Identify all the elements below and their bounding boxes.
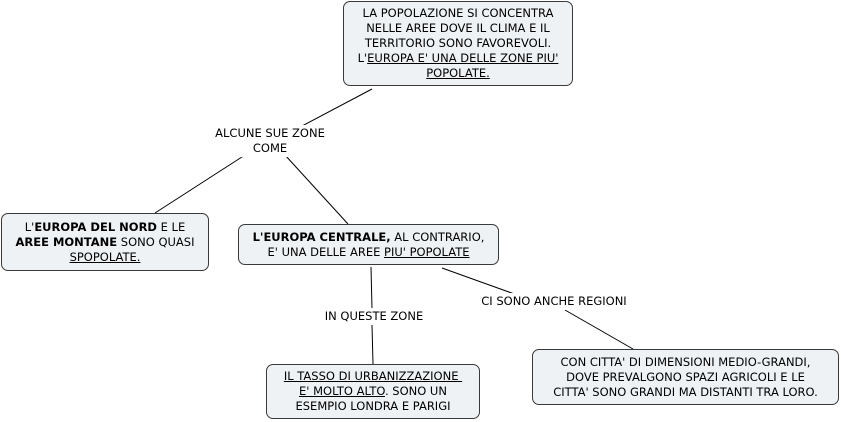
line-queste-to-urbanizzazione xyxy=(372,325,373,364)
urbanizzazione-line-2 xyxy=(299,384,447,399)
link-regioni-text: CI SONO ANCHE REGIONI xyxy=(481,294,627,308)
line-alcune-to-nord xyxy=(155,155,245,213)
centrale-line-1-suffix: AL CONTRARIO, xyxy=(390,229,485,244)
link-label-queste xyxy=(312,308,436,325)
citta-node[interactable] xyxy=(532,349,839,405)
root-line-3: TERRITORIO SONO FAVOREVOLI. xyxy=(364,36,552,50)
nord-line-3: SPOPOLATE. xyxy=(69,249,141,264)
nord-line-2-suffix: SONO QUASI xyxy=(117,234,195,249)
root-line-5: POPOLATE. xyxy=(426,66,490,80)
root-line-4-prefix: L' xyxy=(357,51,368,65)
centrale-line-2-prefix: E' UNA DELLE AREE xyxy=(267,244,385,259)
link-alcune-line-1: ALCUNE SUE ZONE xyxy=(215,126,325,140)
citta-line-1: CON CITTA' DI DIMENSIONI MEDIO-GRANDI, xyxy=(560,354,811,369)
root-line-4 xyxy=(358,51,559,66)
nord-line-1-bold: EUROPA DEL NORD xyxy=(34,219,157,234)
urbanizzazione-line-3: ESEMPIO LONDRA E PARIGI xyxy=(295,399,451,413)
root-line-4-underlined: EUROPA E' UNA DELLE ZONE PIU' xyxy=(367,51,559,65)
nord-line-2 xyxy=(15,235,194,250)
link-queste-text: IN QUESTE ZONE xyxy=(324,309,424,323)
root-node[interactable] xyxy=(343,1,573,86)
link-label-alcune xyxy=(208,125,332,157)
urbanizzazione-line-2-underlined: E' MOLTO ALTO xyxy=(299,384,385,398)
root-line-2: NELLE AREE DOVE IL CLIMA E IL xyxy=(366,21,550,35)
line-regioni-to-citta xyxy=(565,310,633,349)
nord-line-1 xyxy=(25,220,185,235)
urbanizzazione-node[interactable] xyxy=(266,364,480,419)
centrale-node[interactable] xyxy=(238,224,499,265)
link-label-regioni xyxy=(466,293,642,310)
root-line-1: LA POPOLAZIONE SI CONCENTRA xyxy=(362,6,554,20)
link-alcune-line-2: COME xyxy=(252,141,288,155)
citta-line-2: DOVE PREVALGONO SPAZI AGRICOLI E LE xyxy=(566,369,805,384)
centrale-line-1-bold: L'EUROPA CENTRALE, xyxy=(252,229,391,244)
nord-line-1-suffix: E LE xyxy=(156,219,186,234)
centrale-line-1 xyxy=(253,230,485,245)
centrale-line-2-underlined: PIU' POPOLATE xyxy=(384,244,470,259)
nord-node[interactable] xyxy=(1,213,209,271)
urbanizzazione-line-2-suffix: . SONO UN xyxy=(384,384,447,398)
line-centrale-to-regioni xyxy=(442,268,520,296)
line-alcune-to-centrale xyxy=(285,155,348,224)
nord-line-2-bold: AREE MONTANE xyxy=(15,234,118,249)
centrale-line-2 xyxy=(267,245,469,260)
urbanizzazione-line-1: IL TASSO DI URBANIZZAZIONE xyxy=(283,369,463,383)
nord-line-1-prefix: L' xyxy=(24,219,35,234)
line-centrale-to-queste xyxy=(371,267,372,309)
citta-line-3: CITTA' SONO GRANDI MA DISTANTI TRA LORO. xyxy=(553,384,818,399)
